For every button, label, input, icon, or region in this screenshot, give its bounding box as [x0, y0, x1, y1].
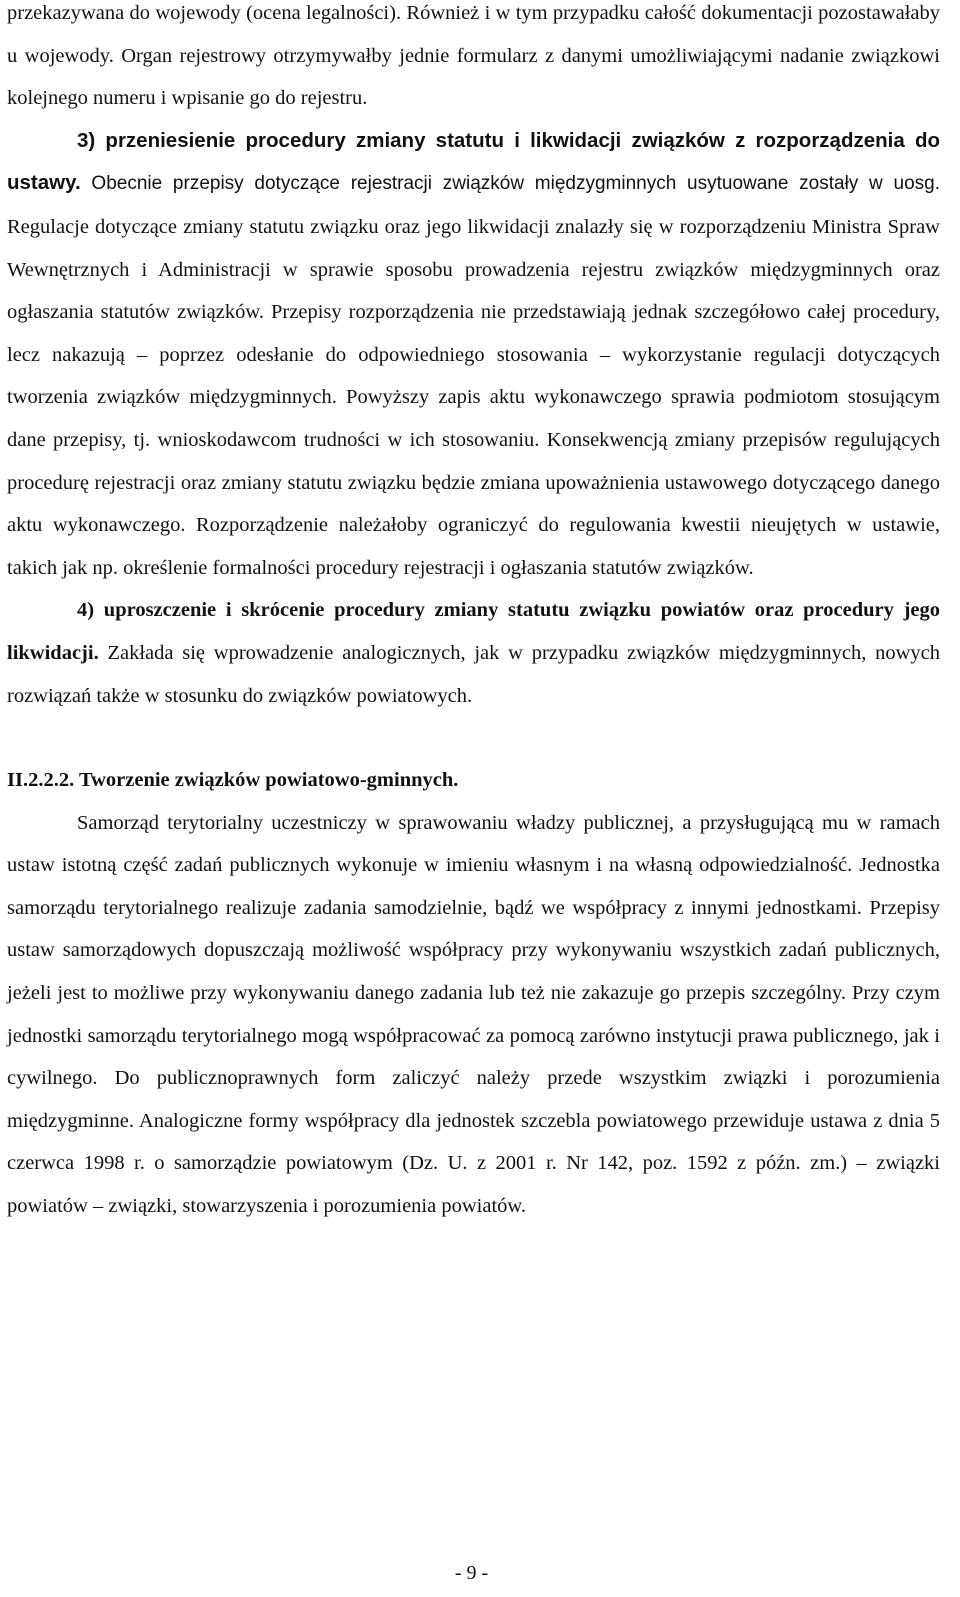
point-4-heading: 4) uproszczenie i skrócenie procedury zmiany statutu związku powiatów oraz procedury jego likwidacji.: [7, 599, 940, 664]
section-body-text: Samorząd terytorialny uczestniczy w sprawowaniu władzy publicznej, a przysługującą mu w ramach ustaw istotną część zadań publicznych wykonuje w imieniu własnym i na własną odpowiedzialność. Jednostka samorządu terytorialnego realizuje zadania samodzielnie, bądź we współpracy z innymi jednostkami. Przepisy ustaw samorządowych dopuszczają możliwość współpracy przy wykonywaniu wszystkich zadań publicznych, jeżeli jest to możliwe przy wykonywaniu danego zadania lub też nie zakazuje go przepis szczególny. Przy czym jednostki samorządu terytorialnego mogą współpracować za pomocą zarówno instytucji prawa publicznego, jak i cywilnego. Do publicznoprawnych form zaliczyć należy przede wszystkim związki i porozumienia międzygminne. Analogiczne formy współpracy dla jednostek szczebla powiatowego przewiduje ustawa z dnia 5 czerwca 1998 r. o samorządzie powiatowym (Dz. U. z 2001 r. Nr 142, poz. 1592 z późn. zm.) – związki powiatów – związki, stowarzyszenia i porozumienia powiatów.: [7, 811, 940, 1218]
page-number: - 9 -: [454, 1562, 489, 1584]
document-page: [7, 0, 940, 1228]
section-heading: II.2.2.2. Tworzenie związków powiatowo-gminnych.: [7, 769, 459, 792]
paragraph-point-3: [7, 120, 940, 590]
paragraph-text: przekazywana do wojewody (ocena legalności). Również i w tym przypadku całość dokumentacji pozostawałaby u wojewody. Organ rejestrowy otrzymywałby jednie formularz z danymi umożliwiającymi nadanie związkowi kolejnego numeru i wpisanie go do rejestru.: [7, 2, 940, 110]
point-3-sans-text: Obecnie przepisy dotyczące rejestracji związków międzygminnych usytuowane zostały w uosg.: [80, 173, 940, 195]
point-3-heading: 3) przeniesienie procedury zmiany statutu i likwidacji związków z rozporządzenia do ustawy.: [7, 128, 940, 195]
spacer: [7, 717, 940, 759]
paragraph-section-body: [7, 802, 940, 1228]
point-4-text: Zakłada się wprowadzenie analogicznych, jak w przypadku związków międzygminnych, nowych rozwiązań także w stosunku do związków powiatowych.: [7, 641, 940, 707]
paragraph-point-4: [7, 589, 940, 717]
point-3-text: Regulacje dotyczące zmiany statutu związku oraz jego likwidacji znalazły się w rozporządzeniu Ministra Spraw Wewnętrznych i Administracji w sprawie sposobu prowadzenia rejestru związków międzygminnych oraz ogłaszania statutów związków. Przepisy rozporządzenia nie przedstawiają jednak szczegółowo całej procedury, lecz nakazują – poprzez odesłanie do odpowiedniego stosowania – wykorzystanie regulacji dotyczących tworzenia związków międzygminnych. Powyższy zapis aktu wykonawczego sprawia podmiotom stosującym dane przepisy, tj. wnioskodawcom trudności w ich stosowaniu. Konsekwencją zmiany przepisów regulujących procedurę rejestracji oraz zmiany statutu związku będzie zmiana upoważnienia ustawowego dotyczącego danego aktu wykonawczego. Rozporządzenie należałoby ograniczyć do regulowania kwestii nieujętych w ustawie, takich jak np. określenie formalności procedury rejestracji i ogłaszania statutów związków.: [7, 215, 940, 579]
paragraph-continuation: [7, 0, 940, 120]
